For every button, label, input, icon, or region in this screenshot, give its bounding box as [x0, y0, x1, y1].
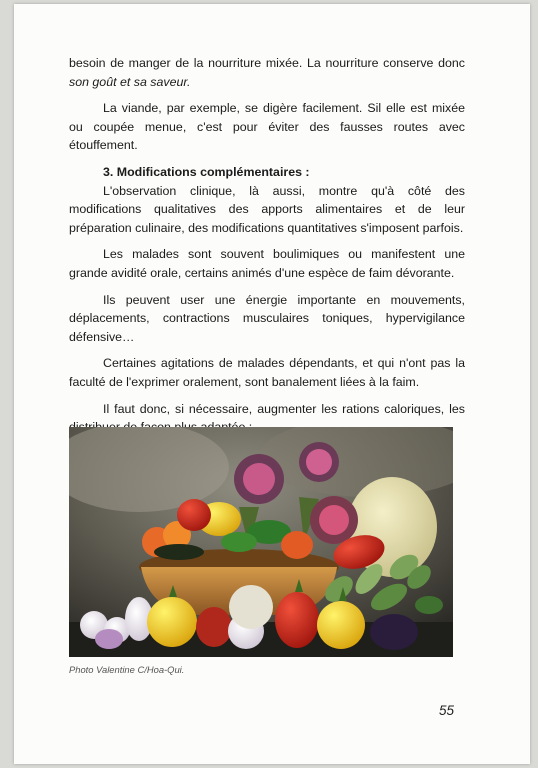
paragraph-3: L'observation clinique, là aussi, montre qu'à côté des modifications qualitatives des apports alimentaires et de leur préparation culinaire, des modifications quantitatives s'imposent parfois. [69, 183, 465, 235]
paragraph-2: La viande, par exemple, se digère facilement. Sil elle est mixée ou coupée menue, c'est pour éviter des fausses routes avec étouffement. [69, 101, 465, 153]
paragraph-5: Ils peuvent user une énergie importante en mouvements, déplacements, contractions musculaires toniques, hypervigilance défensive… [69, 292, 465, 344]
vegetable-photo-illustration [69, 427, 453, 657]
photo-caption: Photo Valentine C/Hoa-Qui. [69, 664, 185, 675]
paragraph-6: Certaines agitations de malades dépendants, et qui n'ont pas la faculté de l'exprimer oralement, sont banalement liées à la faim. [69, 356, 465, 389]
paragraph-4: Les malades sont souvent boulimiques ou manifestent une grande avidité orale, certains animés d'une espèce de faim dévorante. [69, 247, 465, 280]
section-heading: 3. Modifications complémentaires : [103, 164, 310, 179]
paragraph-1 [69, 54, 465, 91]
paragraph-1-italic: son goût et sa saveur. [69, 74, 191, 89]
page-number: 55 [439, 703, 455, 718]
body-text [69, 54, 465, 455]
paragraph-1-text: besoin de manger de la nourriture mixée. La nourriture conserve donc [69, 56, 465, 70]
vegetable-photo [69, 427, 453, 657]
paragraph-7: Il faut donc, si nécessaire, augmenter les rations caloriques, les [103, 401, 465, 416]
page [14, 4, 530, 764]
